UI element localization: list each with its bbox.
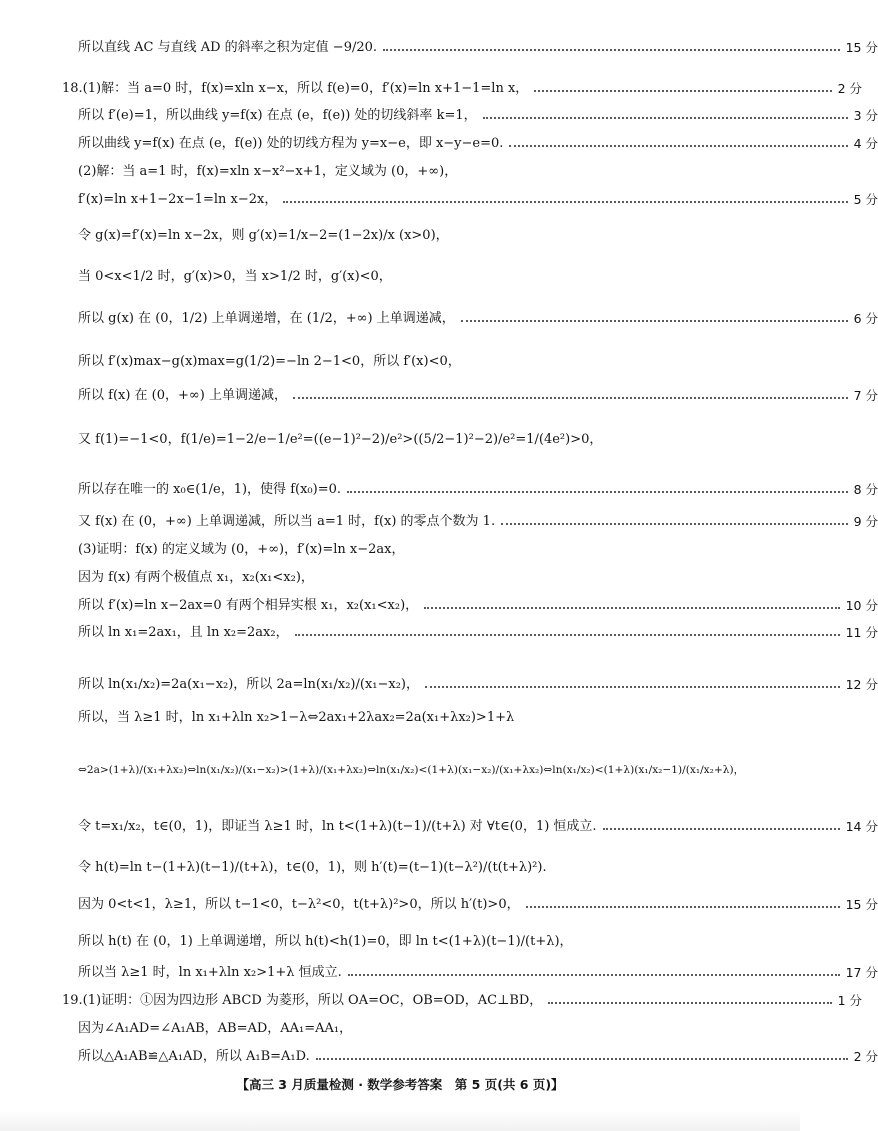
line-text: (3)证明：f(x) 的定义域为 (0，+∞)，f′(x)=ln x−2ax，	[78, 542, 405, 557]
answer-line	[0, 104, 878, 128]
answer-line	[0, 566, 878, 590]
score-mark: 5 分	[853, 192, 878, 207]
answer-line	[0, 265, 878, 289]
score-mark: 4 分	[853, 136, 878, 151]
score-mark: 15 分	[845, 40, 878, 55]
score-mark: 17 分	[845, 965, 878, 980]
answer-line	[0, 1045, 878, 1069]
line-text: 所以直线 AC 与直线 AD 的斜率之积为定值 −9/20.	[78, 40, 378, 55]
answer-line	[0, 930, 878, 954]
answer-line	[0, 132, 878, 156]
score-mark: 15 分	[845, 897, 878, 912]
answer-line	[0, 673, 878, 697]
line-text: 又 f(x) 在 (0，+∞) 上单调递减，所以当 a=1 时，f(x) 的零点个数为 1.	[78, 514, 496, 529]
answer-line	[0, 706, 878, 730]
line-text: 19.(1)证明：①因为四边形 ABCD 为菱形，所以 OA=OC，OB=OD，AC⊥BD，	[62, 993, 543, 1008]
answer-line	[0, 510, 878, 534]
answer-line	[0, 856, 878, 880]
line-text: 所以 f(x) 在 (0，+∞) 上单调递减，	[78, 388, 287, 403]
line-text: 所以 ln x₁=2ax₁，且 ln x₂=2ax₂，	[78, 625, 289, 640]
score-mark: 2 分	[837, 81, 862, 96]
line-text: 所以 ln(x₁/x₂)=2a(x₁−x₂)，所以 2a=ln(x₁/x₂)/(x₁−x₂)，	[78, 677, 419, 692]
answer-line	[0, 188, 878, 212]
line-text: 令 t=x₁/x₂，t∈(0，1)，即证当 λ≥1 时，ln t<(1+λ)(t−1)/(t+λ) 对 ∀t∈(0，1) 恒成立.	[78, 819, 597, 834]
score-mark: 7 分	[853, 388, 878, 403]
line-text: 所以 h(t) 在 (0，1) 上单调递增，所以 h(t)<h(1)=0，即 ln t<(1+λ)(t−1)/(t+λ)，	[78, 934, 573, 949]
score-mark: 2 分	[853, 1049, 878, 1064]
score-mark: 9 分	[853, 514, 878, 529]
line-text: f′(x)=ln x+1−2x−1=ln x−2x，	[78, 192, 278, 207]
answer-line	[0, 758, 878, 782]
answer-line	[0, 224, 878, 248]
line-text: 所以存在唯一的 x₀∈(1/e，1)，使得 f(x₀)=0.	[78, 482, 341, 497]
answer-line	[0, 428, 878, 452]
score-mark: 11 分	[845, 625, 878, 640]
line-text: 因为 0<t<1，λ≥1，所以 t−1<0，t−λ²<0，t(t+λ)²>0，所以 h′(t)>0，	[78, 897, 520, 912]
answer-line	[0, 961, 878, 985]
line-text: 因为 f(x) 有两个极值点 x₁，x₂(x₁<x₂)，	[78, 570, 314, 585]
line-text: (2)解：当 a=1 时，f(x)=xln x−x²−x+1，定义域为 (0，+∞)，	[78, 164, 458, 179]
line-text: 所以 g(x) 在 (0，1/2) 上单调递增，在 (1/2，+∞) 上单调递减，	[78, 311, 455, 326]
answer-line	[0, 621, 878, 645]
score-mark: 3 分	[853, 108, 878, 123]
line-text: 所以 f′(e)=1，所以曲线 y=f(x) 在点 (e，f(e)) 处的切线斜率 k=1，	[78, 108, 477, 123]
answer-line	[0, 594, 878, 618]
answer-line	[0, 893, 878, 917]
answer-line	[0, 538, 878, 562]
line-text: 当 0<x<1/2 时，g′(x)>0，当 x>1/2 时，g′(x)<0，	[78, 269, 392, 284]
line-text: 所以 f′(x)=ln x−2ax=0 有两个相异实根 x₁，x₂(x₁<x₂)，	[78, 598, 419, 613]
answer-line	[0, 350, 878, 374]
page-footer: 【高三 3 月质量检测 · 数学参考答案 第 5 页(共 6 页)】	[236, 1077, 564, 1092]
score-mark: 10 分	[845, 598, 878, 613]
answer-line	[0, 815, 878, 839]
line-text: 所以曲线 y=f(x) 在点 (e，f(e)) 处的切线方程为 y=x−e，即 x−y−e=0.	[78, 136, 504, 151]
line-text: 所以，当 λ≥1 时，ln x₁+λln x₂>1−λ⇔2ax₁+2λax₂=2a(x₁+λx₂)>1+λ	[78, 710, 515, 725]
answer-line	[0, 77, 862, 101]
answer-line	[0, 1017, 878, 1041]
score-mark: 6 分	[853, 311, 878, 326]
answer-line	[0, 384, 878, 408]
line-text: 所以△A₁AB≌△A₁AD，所以 A₁B=A₁D.	[78, 1049, 310, 1064]
line-text: 18.(1)解：当 a=0 时，f(x)=xln x−x，所以 f(e)=0，f′(x)=ln x+1−1=ln x，	[62, 81, 529, 96]
answer-line	[0, 478, 878, 502]
answer-line	[0, 989, 862, 1013]
line-text: 令 h(t)=ln t−(1+λ)(t−1)/(t+λ)，t∈(0，1)，则 h′(t)=(t−1)(t−λ²)/(t(t+λ)²).	[78, 860, 547, 875]
score-mark: 12 分	[845, 677, 878, 692]
line-text: 所以 f′(x)max−g(x)max=g(1/2)=−ln 2−1<0，所以 f′(x)<0，	[78, 354, 461, 369]
score-mark: 8 分	[853, 482, 878, 497]
line-text: ⇔2a>(1+λ)/(x₁+λx₂)⇔ln(x₁/x₂)/(x₁−x₂)>(1+λ)/(x₁+λx₂)⇔ln(x₁/x₂)<(1+λ)(x₁−x₂)/(x₁+λx₂)⇔ln(x₁/x₂)<(1+λ)(x₁/x₂−1)/(x₁/x₂+λ)，	[78, 764, 745, 776]
answer-line	[0, 307, 878, 331]
score-mark: 14 分	[845, 819, 878, 834]
line-text: 又 f(1)=−1<0，f(1/e)=1−2/e−1/e²=((e−1)²−2)/e²>((5/2−1)²−2)/e²=1/(4e²)>0，	[78, 432, 603, 447]
scan-edge	[0, 1111, 800, 1131]
line-text: 因为∠A₁AD=∠A₁AB，AB=AD，AA₁=AA₁，	[78, 1021, 353, 1036]
answer-line	[0, 160, 878, 184]
line-text: 令 g(x)=f′(x)=ln x−2x，则 g′(x)=1/x−2=(1−2x)/x (x>0)，	[78, 228, 449, 243]
answer-line	[0, 36, 878, 60]
score-mark: 1 分	[837, 993, 862, 1008]
line-text: 所以当 λ≥1 时，ln x₁+λln x₂>1+λ 恒成立.	[78, 965, 342, 980]
